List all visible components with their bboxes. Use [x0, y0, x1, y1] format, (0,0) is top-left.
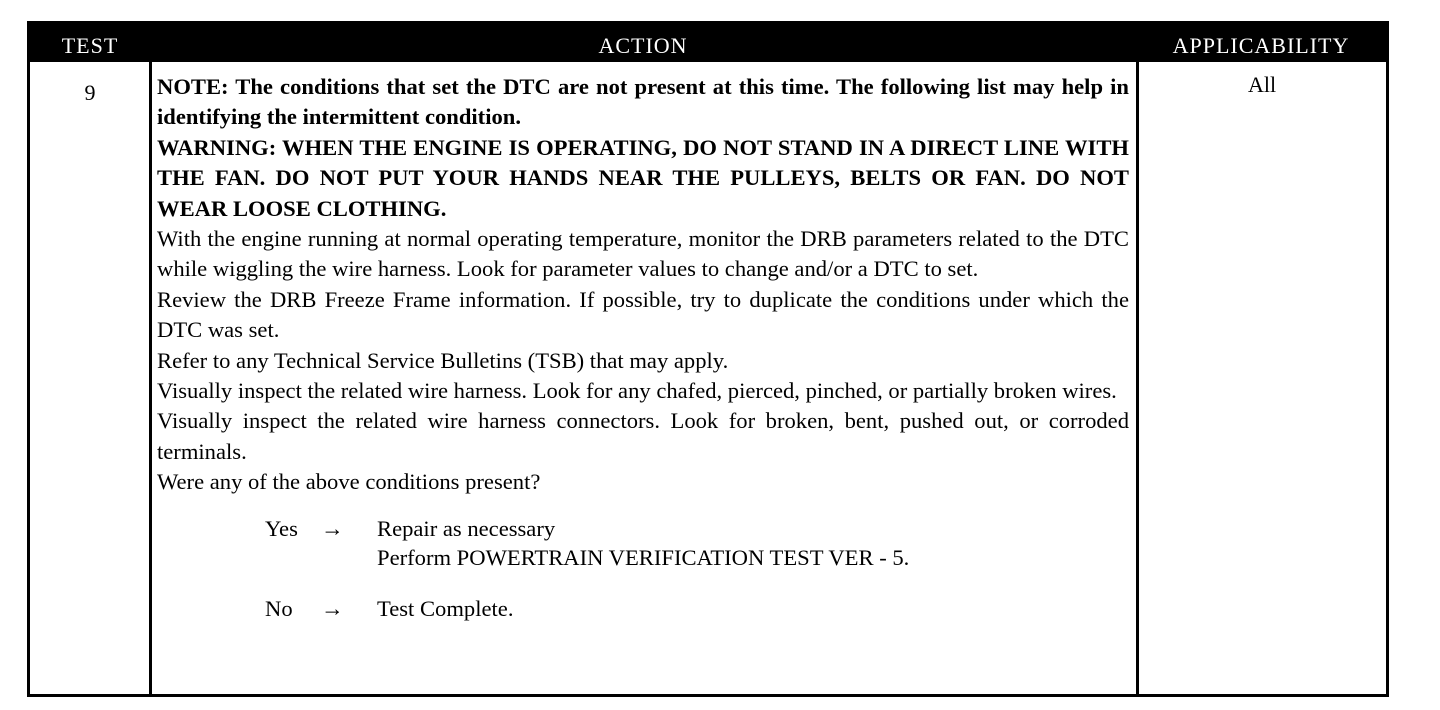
table-header — [30, 24, 1386, 62]
action-cell — [157, 72, 1129, 623]
diagnostic-test-table — [27, 21, 1389, 697]
no-label: No — [265, 595, 293, 621]
result-yes — [265, 514, 1129, 572]
applicability-value: All — [1247, 72, 1277, 97]
right-arrow-icon: → — [321, 595, 344, 621]
no-action — [377, 594, 513, 623]
column-divider — [1136, 62, 1139, 694]
step-text: Review the DRB Freeze Frame information. If possible, try to duplicate the conditions under which the DTC was set. — [157, 286, 1129, 343]
result-no — [265, 594, 1129, 623]
step-text: With the engine running at normal operating temperature, monitor the DRB parameters related to the DTC while wiggling the wire harness. Look for parameter values to change and/or a DTC to set. — [157, 226, 1129, 282]
step-text: Refer to any Technical Service Bulletins (TSB) that may apply. — [157, 347, 729, 373]
yes-action-line: Perform POWERTRAIN VERIFICATION TEST VER - 5. — [377, 544, 910, 570]
no-action-line: Test Complete. — [377, 595, 514, 621]
header-action: ACTION — [598, 33, 688, 58]
header-test: TEST — [61, 33, 119, 58]
note-text: NOTE: The conditions that set the DTC are not present at this time. The following list may help in identifying the intermittent condition. — [157, 74, 1129, 130]
test-number: 9 — [84, 80, 96, 105]
yes-label: Yes — [265, 515, 298, 541]
yes-action — [377, 514, 909, 572]
header-applicability: APPLICABILITY — [1172, 33, 1350, 58]
right-arrow-icon: → — [321, 515, 344, 541]
step-text: Visually inspect the related wire harness. Look for any chafed, pierced, pinched, or partially broken wires. — [157, 378, 1117, 404]
warning-text: WARNING: WHEN THE ENGINE IS OPERATING, DO NOT STAND IN A DIRECT LINE WITH THE FAN. DO NOT PUT YOUR HANDS NEAR THE PULLEYS, BELTS OR FAN. DO NOT WEAR LOOSE CLOTHING. — [157, 134, 1129, 221]
results-block — [265, 514, 1129, 623]
yes-action-line: Repair as necessary — [377, 515, 556, 541]
column-divider — [149, 62, 152, 694]
question-text: Were any of the above conditions present? — [157, 469, 541, 495]
step-text: Visually inspect the related wire harness connectors. Look for broken, bent, pushed out, or corroded terminals. — [157, 408, 1129, 464]
